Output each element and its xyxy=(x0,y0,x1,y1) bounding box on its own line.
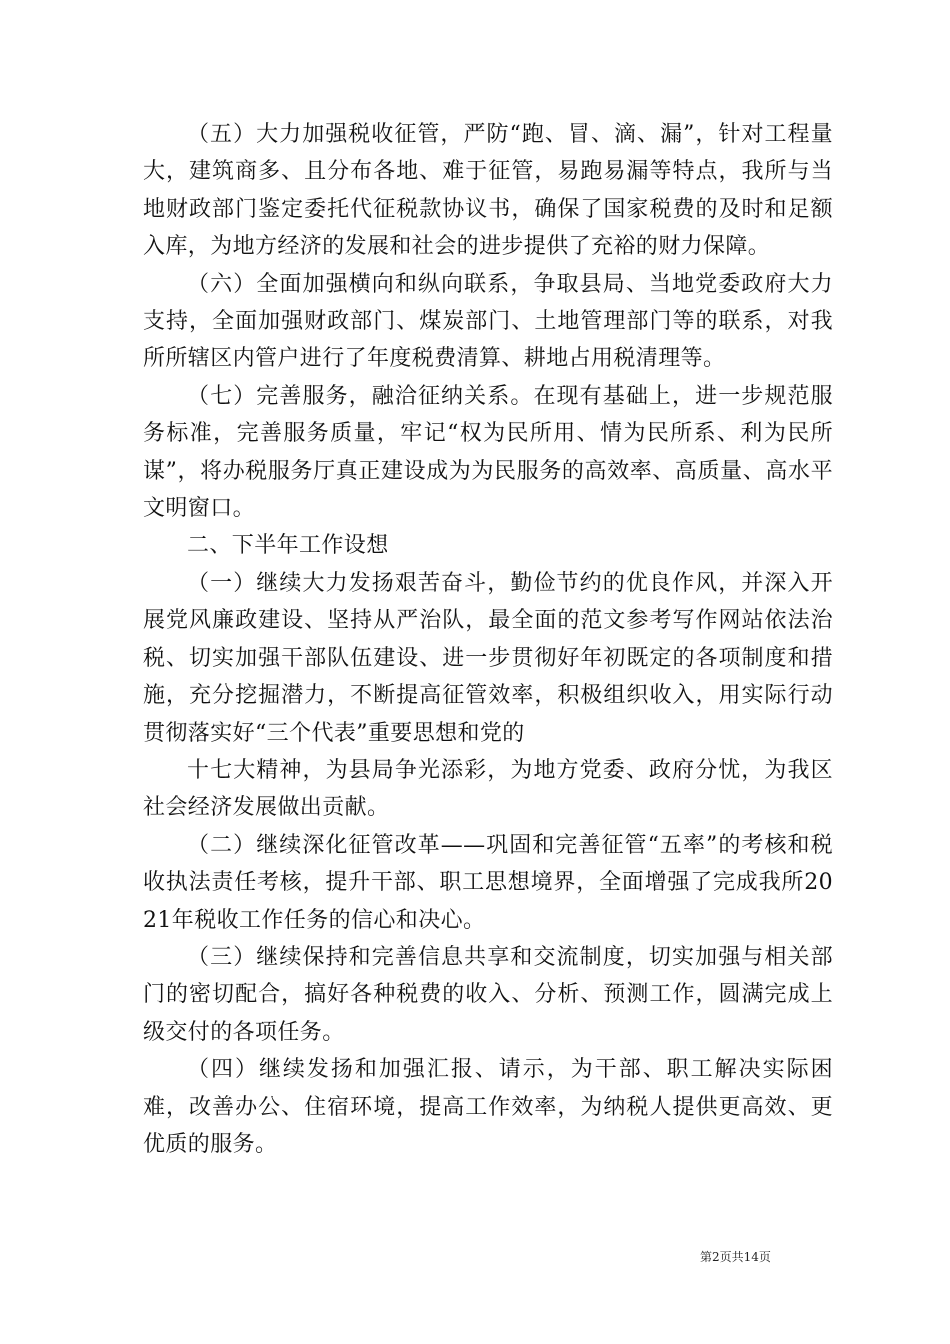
paragraph-plan-1: （一）继续大力发扬艰苦奋斗，勤俭节约的优良作风，并深入开展党风廉政建设、坚持从严治队，最全面的范文参考写作网站依法治税、切实加强干部队伍建设、进一步贯彻好年初既定的各项制度和措施，充分挖掘潜力，不断提高征管效率，积极组织收入，用实际行动贯彻落实好“三个代表”重要思想和党的 xyxy=(143,570,833,746)
document-body xyxy=(143,116,833,1163)
paragraph-section-5: （五）大力加强税收征管，严防“跑、冒、滴、漏”，针对工程量大，建筑商多、且分布各地、难于征管，易跑易漏等特点，我所与当地财政部门鉴定委托代征税款协议书，确保了国家税费的及时和足额入库，为地方经济的发展和社会的进步提供了充裕的财力保障。 xyxy=(143,122,833,260)
paragraph-section-6: （六）全面加强横向和纵向联系，争取县局、当地党委政府大力支持，全面加强财政部门、煤炭部门、土地管理部门等的联系，对我所所辖区内管户进行了年度税费清算、耕地占用税清理等。 xyxy=(143,271,833,372)
paragraph-section-7: （七）完善服务，融洽征纳关系。在现有基础上，进一步规范服务标准，完善服务质量，牢记“权为民所用、情为民所系、利为民所谋”，将办税服务厅真正建设成为为民服务的高效率、高质量、高水平文明窗口。 xyxy=(143,383,833,522)
page-number-footer: 第2页共14页 xyxy=(700,1250,771,1264)
section-heading-second-half-plan: 二、下半年工作设想 xyxy=(187,533,389,559)
paragraph-plan-2: （二）继续深化征管改革——巩固和完善征管“五率”的考核和税收执法责任考核，提升干部、职工思想境界，全面增强了完成我所2021年税收工作任务的信心和决心。 xyxy=(143,832,833,933)
paragraph-plan-3: （三）继续保持和完善信息共享和交流制度，切实加强与相关部门的密切配合，搞好各种税费的收入、分析、预测工作，圆满完成上级交付的各项任务。 xyxy=(143,944,833,1045)
paragraph-plan-4: （四）继续发扬和加强汇报、请示，为干部、职工解决实际困难，改善办公、住宿环境，提高工作效率，为纳税人提供更高效、更优质的服务。 xyxy=(143,1057,833,1157)
paragraph-plan-1-continued: 十七大精神，为县局争光添彩，为地方党委、政府分忧，为我区社会经济发展做出贡献。 xyxy=(143,757,833,821)
